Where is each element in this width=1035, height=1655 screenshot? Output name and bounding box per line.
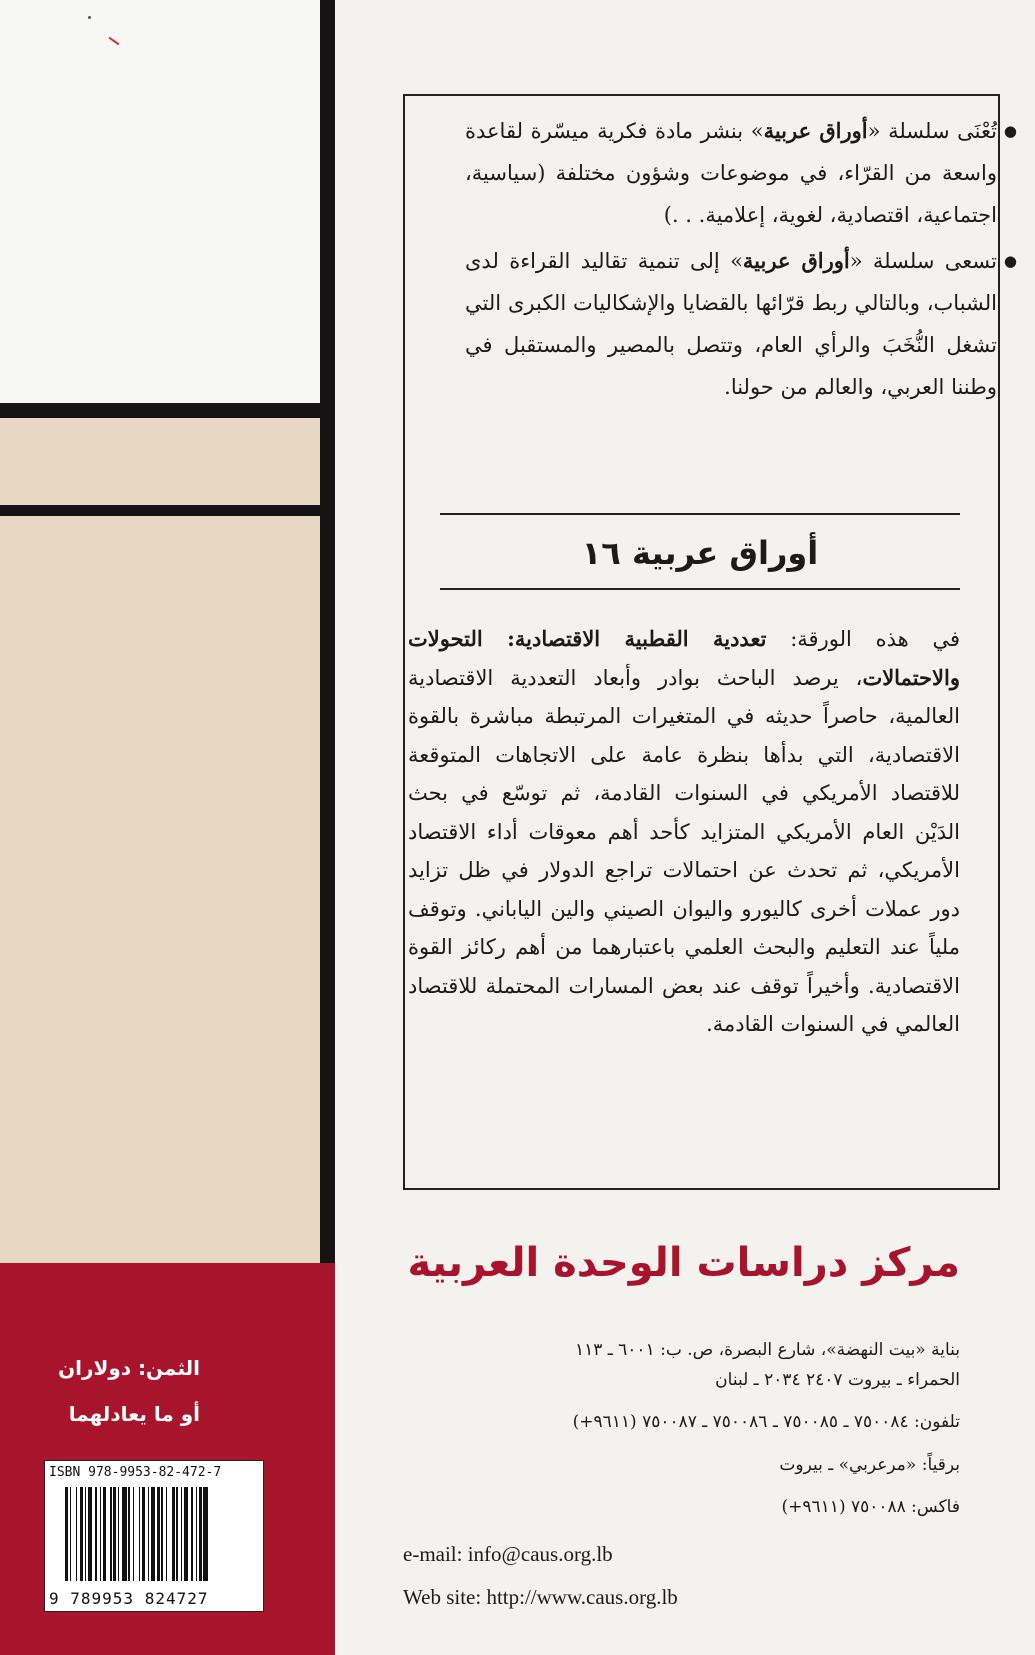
series-title: أوراق عربية ١٦ [581,534,819,572]
barcode-bar [199,1487,202,1581]
barcode-bar [161,1487,163,1581]
tan-block-large [0,516,320,1263]
bullet-2-series-name: أوراق عربية [742,248,850,273]
barcode-bar [203,1487,208,1581]
tan-block-small [0,418,320,505]
barcode-bar [122,1487,127,1581]
description-pre: في هذه الورقة: [766,627,961,651]
address-line-1: بناية «بيت النهضة»، شارع البصرة، ص. ب: ٦٠٠١ ـ ١١٣ [574,1340,960,1360]
bullet-1-series-name: أوراق عربية [763,118,868,143]
barcode-bar [184,1487,189,1581]
bullet-2-pre: تسعى سلسلة « [849,249,997,273]
black-divider-bar-2 [0,505,335,516]
price-line-2: أو ما يعادلهما [68,1402,200,1426]
barcode-digits: 9 789953 824727 [49,1589,209,1608]
bullet-2-post: » إلى تنمية تقاليد القراءة لدى الشباب، وبالتالي ربط قرّائها بالقضايا والإشكاليات الكبرى التي تشغل النُّخَبَ والرأي العام، وتتصل بالمصير والمستقبل في وطننا العربي، والعالم من حولنا. [465,249,997,399]
barcode-bar [157,1487,160,1581]
barcode-bar [196,1487,198,1581]
barcode-bar [110,1487,112,1581]
barcode-bar [181,1487,183,1581]
paper-title: تعددية القطبية الاقتصادية: التحولات والاحتمالات [408,626,960,690]
black-vertical-bar [320,0,335,1263]
barcode-bar [76,1487,78,1581]
barcode [44,1460,264,1612]
barcode-bar [191,1487,193,1581]
paper-description [408,620,960,1044]
barcode-bar [100,1487,102,1581]
bullet-item-2 [465,240,1017,408]
barcode-bar [166,1487,168,1581]
barcode-bar [128,1487,130,1581]
barcode-bar [172,1487,175,1581]
barcode-bar [85,1487,87,1581]
barcode-bar [70,1487,72,1581]
telegram-line: برقياً: «مرعربي» ـ بيروت [779,1455,960,1475]
barcode-bar [118,1487,120,1581]
barcode-bar [80,1487,83,1581]
barcode-bar [65,1487,68,1581]
speck-mark [88,16,91,19]
barcode-bar [103,1487,106,1581]
bullet-item-1 [465,110,1017,236]
black-divider-bar [0,403,335,418]
barcode-bar [133,1487,135,1581]
divider-bottom [440,588,960,590]
barcode-bar [88,1487,93,1581]
divider-top [440,513,960,515]
series-description [465,110,1017,412]
publisher-name: مركز دراسات الوحدة العربية [407,1240,960,1286]
fax-line: فاكس: ٧٥٠٠٨٨ (٩٦١١+) [781,1497,960,1517]
barcode-bar [95,1487,97,1581]
description-body: ، يرصد الباحث بوادر وأبعاد التعددية الاقتصادية العالمية، حاصراً حديثه في المتغيرات المرتبطة مباشرة بالقوة الاقتصادية، التي بدأها بنظرة عامة على الاتجاهات المتوقعة للاقتصاد الأمريكي في السنوات القادمة، ثم توسّع في بحث الدَيْن العام الأمريكي المتزايد كأحد أهم معوقات أداء الاقتصاد الأمريكي، ثم تحدث عن احتمالات تراجع الدولار في ظل تزايد دور عملات أخرى كاليورو واليوان الصيني والين الياباني. وتوقف ملياً عند التعليم والبحث العلمي باعتبارهما من أهم ركائز القوة الاقتصادية. وأخيراً توقف عند بعض المسارات المحتملة للاقتصاد العالمي في السنوات القادمة. [408,665,960,1036]
isbn-text: ISBN 978-9953-82-472-7 [49,1465,222,1480]
email-line: e-mail: info@caus.org.lb [403,1542,613,1566]
barcode-bar [142,1487,145,1581]
barcode-bar [151,1487,156,1581]
phone-line: تلفون: ٧٥٠٠٨٤ ـ ٧٥٠٠٨٥ ـ ٧٥٠٠٨٦ ـ ٧٥٠٠٨٧ (٩٦١١+) [572,1412,960,1432]
price-line-1: الثمن: دولاران [58,1356,200,1380]
address-line-2: الحمراء ـ بيروت ٢٤٠٧ ٢٠٣٤ ـ لبنان [715,1370,960,1390]
website-line: Web site: http://www.caus.org.lb [403,1585,678,1609]
white-block [0,0,320,403]
barcode-bars [65,1487,251,1581]
barcode-bar [176,1487,178,1581]
bullet-1-post: » بنشر مادة فكرية ميسّرة لقاعدة واسعة من القرّاء، في موضوعات وشؤون مختلفة (سياسية، اجتماعية، اقتصادية، لغوية، إعلامية. . .) [465,119,997,227]
barcode-bar [139,1487,141,1581]
barcode-bar [113,1487,116,1581]
price-label [0,1345,200,1437]
barcode-bar [148,1487,150,1581]
bullet-1-pre: تُعْنَى سلسلة « [867,119,997,143]
